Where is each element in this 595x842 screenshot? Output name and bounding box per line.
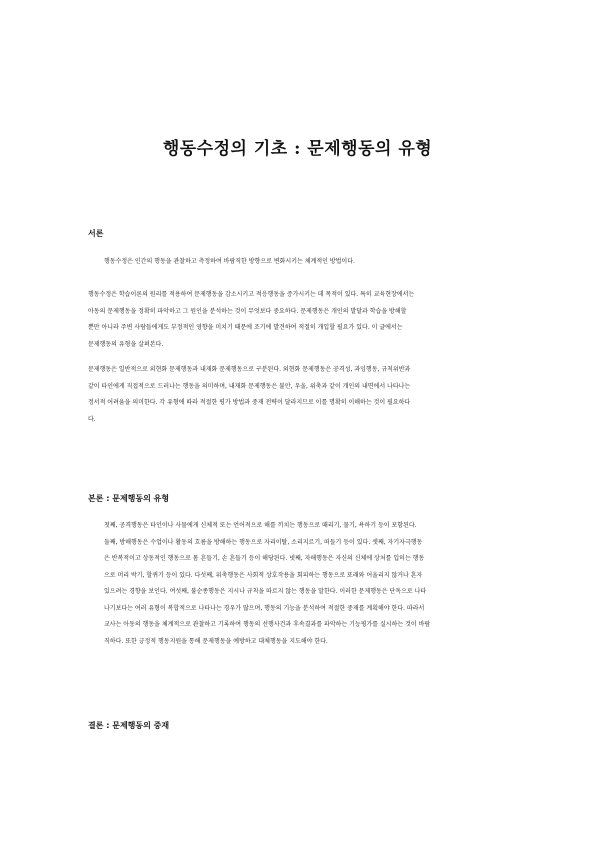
text-line: 문제행동의 유형을 살펴본다. <box>88 340 164 348</box>
text-line: 첫째, 공격행동은 타인이나 사물에게 신체적 또는 언어적으로 해를 끼치는 행동으로 때리기, 물기, 욕하기 등이 포함된다. <box>104 522 417 529</box>
text-line: 있으려는 경향을 보인다. 여섯째, 불순종행동은 지시나 규칙을 따르지 않는 행동을 말한다. 이러한 문제행동은 단독으로 나타 <box>104 588 427 595</box>
body-paragraph-1 <box>88 518 524 650</box>
text-line: 정서적 어려움을 의미한다. 각 유형에 따라 적절한 평가 방법과 중재 전략이 달라지므로 이를 명확히 이해하는 것이 필요하다 <box>88 399 411 406</box>
intro-paragraph-3 <box>88 362 508 428</box>
text-line: 다. <box>88 415 96 423</box>
text-line: 둘째, 방해행동은 수업이나 활동의 흐름을 방해하는 행동으로 자리이탈, 소리지르기, 떠들기 등이 있다. 셋째, 자기자극행동 <box>104 538 423 546</box>
intro-paragraph-2 <box>88 287 508 353</box>
text-line: 행동수정은 학습이론의 원리를 적용하여 문제행동을 감소시키고 적응행동을 증가시키는 데 목적이 있다. 특히 교육현장에서는 <box>88 291 415 298</box>
text-line: 문제행동은 일반적으로 외현화 문제행동과 내재화 문제행동으로 구분된다. 외현화 문제행동은 공격성, 과잉행동, 규칙위반과 <box>88 366 411 373</box>
section-heading-conclusion: 결론 : 문제행동의 중재 <box>88 721 170 730</box>
text-line: 뿐만 아니라 주변 사람들에게도 부정적인 영향을 미치기 때문에 조기에 발견하여 적절히 개입할 필요가 있다. 이 글에서는 <box>88 324 403 331</box>
document-title: 행동수정의 기초 : 문제행동의 유형 <box>162 139 433 159</box>
section-heading-intro: 서론 <box>88 229 104 238</box>
text-line: 아동의 문제행동을 정확히 파악하고 그 원인을 분석하는 것이 무엇보다 중요하다. 문제행동은 개인의 발달과 학습을 방해할 <box>88 307 407 315</box>
text-line: 나기보다는 여러 유형이 복합적으로 나타나는 경우가 많으며, 행동의 기능을 분석하여 적절한 중재를 계획해야 한다. 따라서 <box>104 604 425 612</box>
text-line: 은 반복적이고 상동적인 행동으로 몸 흔들기, 손 흔들기 등이 해당된다. 넷째, 자해행동은 자신의 신체에 상처를 입히는 행동 <box>104 555 425 562</box>
section-heading-body: 본론 : 문제행동의 유형 <box>88 494 170 503</box>
text-line: 직하다. 또한 긍정적 행동지원을 통해 문제행동을 예방하고 대체행동을 지도해야 한다. <box>104 637 328 645</box>
text-line: 행동수정은 인간의 행동을 관찰하고 측정하여 바람직한 방향으로 변화시키는 체계적인 방법이다. <box>104 258 355 265</box>
text-line: 으로 머리 박기, 할퀴기 등이 있다. 다섯째, 위축행동은 사회적 상호작용을 회피하는 행동으로 또래와 어울리지 않거나 혼자 <box>104 571 423 579</box>
text-line: 교사는 아동의 행동을 체계적으로 관찰하고 기록하여 행동의 선행사건과 후속결과를 파악하는 기능평가를 실시하는 것이 바람 <box>104 621 431 628</box>
text-line: 같이 타인에게 직접적으로 드러나는 행동을 의미하며, 내재화 문제행동은 불안, 우울, 위축과 같이 개인의 내면에서 나타나는 <box>88 382 411 390</box>
intro-paragraph-1 <box>88 254 524 271</box>
